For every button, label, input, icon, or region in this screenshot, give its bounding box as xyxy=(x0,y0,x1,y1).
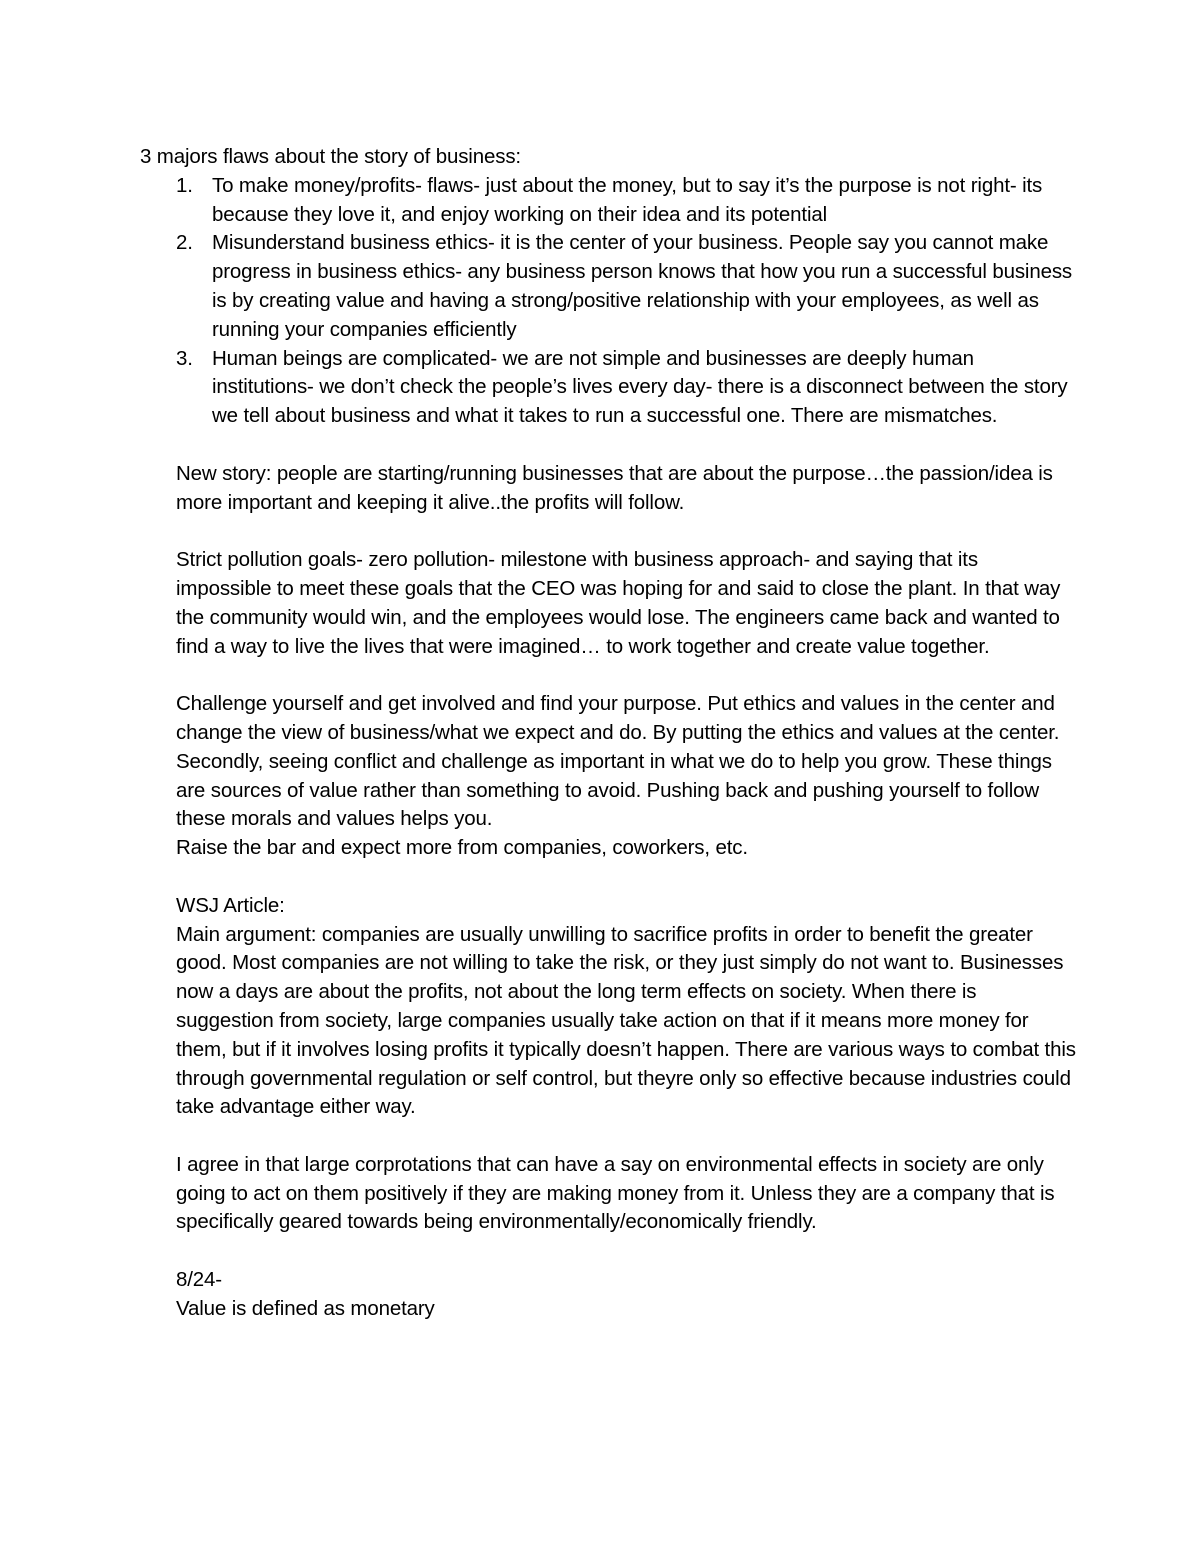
secondly-paragraph: Secondly, seeing conflict and challenge as important in what we do to help you grow. These things are sources of value rather than something to avoid. Pushing back and pushing yourself to follow these morals and values helps you. xyxy=(176,749,1052,831)
pollution-paragraph: Strict pollution goals- zero pollution- milestone with business approach- and saying that its impossible to meet these goals that the CEO was hoping for and said to close the plant. In that way the community would win, and the employees would lose. The engineers came back and wanted to find a way to live the lives that were imagined… to work together and create value together. xyxy=(176,548,1061,658)
flaw-number: 1. xyxy=(176,173,193,197)
wsj-heading: WSJ Article: xyxy=(176,893,285,917)
flaw-text: Misunderstand business ethics- it is the center of your business. People say you cannot make progress in business ethics- any business person knows that how you run a successful business is by creating value and having a strong/positive relationship with your employees, as well as running your companies efficiently xyxy=(212,231,1073,341)
agree-paragraph: I agree in that large corprotations that can have a say on environmental effects in society are only going to act on them positively if they are making money from it. Unless they are a company that is specifically geared towards being environmentally/economically friendly. xyxy=(176,1152,1055,1234)
flaws-list xyxy=(176,172,1076,431)
flaw-number: 3. xyxy=(176,346,193,370)
date-label: 8/24- xyxy=(176,1268,222,1292)
raise-bar-paragraph: Raise the bar and expect more from companies, coworkers, etc. xyxy=(176,836,748,860)
main-argument-paragraph: Main argument: companies are usually unwilling to sacrifice profits in order to benefit the greater good. Most companies are not willing to take the risk, or they just simply do not want to. Businesses now a days are about the profits, not about the long term effects on society. When there is suggestion from society, large companies usually take action on that if it means more money for them, but if it involves losing profits it typically doesn’t happen. There are various ways to combat this through governmental regulation or self control, but theyre only so effective because industries could take advantage either way. xyxy=(176,922,1076,1119)
flaw-text: To make money/profits- flaws- just about the money, but to say it’s the purpose is not right- its because they love it, and enjoy working on their idea and its potential xyxy=(212,173,1043,226)
flaw-item xyxy=(176,172,1076,230)
new-story-paragraph: New story: people are starting/running businesses that are about the purpose…the passion/idea is more important and keeping it alive..the profits will follow. xyxy=(176,461,1053,514)
challenge-paragraph: Challenge yourself and get involved and find your purpose. Put ethics and values in the center and change the view of business/what we expect and do. By putting the ethics and values at the center. xyxy=(176,692,1060,744)
value-definition: Value is defined as monetary xyxy=(176,1296,435,1320)
flaws-heading: 3 majors flaws about the story of business: xyxy=(140,145,521,168)
flaw-text: Human beings are complicated- we are not simple and businesses are deeply human institutions- we don’t check the people’s lives every day- there is a disconnect between the story we tell about business and what it takes to run a successful one. There are mismatches. xyxy=(212,346,1068,428)
flaw-item xyxy=(176,345,1076,431)
document-body xyxy=(140,143,1076,1324)
flaw-number: 2. xyxy=(176,231,193,255)
flaw-item xyxy=(176,229,1076,344)
